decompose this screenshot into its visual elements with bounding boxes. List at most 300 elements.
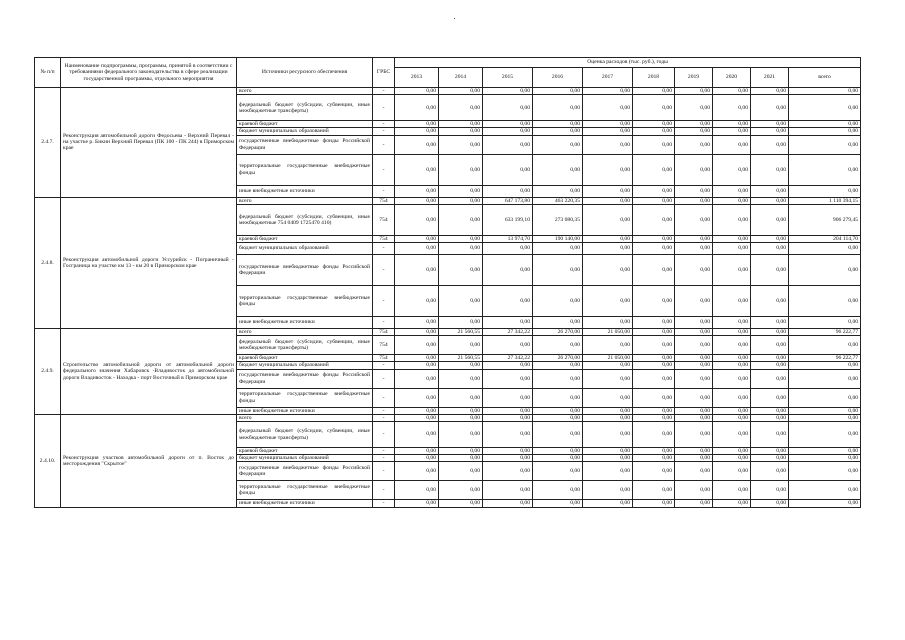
amount-cell: 0,00 xyxy=(533,255,583,286)
amount-cell: 0,00 xyxy=(533,243,583,255)
amount-cell: 0,00 xyxy=(483,448,533,455)
amount-cell: 0,00 xyxy=(751,135,789,154)
amount-cell: 0,00 xyxy=(633,407,675,414)
amount-cell: 0,00 xyxy=(439,88,483,95)
amount-total: 0,00 xyxy=(789,128,861,135)
amount-cell: 0,00 xyxy=(483,121,533,128)
amount-cell: 0,00 xyxy=(751,388,789,407)
amount-cell: 0,00 xyxy=(395,88,439,95)
amount-total: 0,00 xyxy=(789,336,861,355)
amount-cell: 0,00 xyxy=(713,135,751,154)
amount-total: 0,00 xyxy=(789,185,861,197)
amount-cell: 0,00 xyxy=(583,243,633,255)
amount-cell: 0,00 xyxy=(583,255,633,286)
amount-cell: 0,00 xyxy=(533,422,583,448)
grbs-code: - xyxy=(373,243,395,255)
funding-source: краевой бюджет xyxy=(237,235,373,242)
amount-cell: 647 173,80 xyxy=(483,197,533,204)
amount-cell: 0,00 xyxy=(713,422,751,448)
funding-source: иные внебюджетные источники xyxy=(237,317,373,329)
amount-cell: 0,00 xyxy=(713,88,751,95)
amount-cell: 0,00 xyxy=(533,135,583,154)
funding-source: краевой бюджет xyxy=(237,121,373,128)
header-year: 2017 xyxy=(583,68,633,88)
grbs-code: - xyxy=(373,500,395,507)
amount-cell: 0,00 xyxy=(713,243,751,255)
amount-cell: 0,00 xyxy=(633,255,675,286)
amount-cell: 0,00 xyxy=(583,462,633,481)
amount-cell: 0,00 xyxy=(633,286,675,317)
amount-cell: 0,00 xyxy=(395,204,439,235)
amount-cell: 0,00 xyxy=(395,455,439,462)
funding-source: иные внебюджетные источники xyxy=(237,185,373,197)
amount-cell: 0,00 xyxy=(751,362,789,369)
amount-cell: 0,00 xyxy=(633,95,675,121)
amount-cell: 0,00 xyxy=(583,414,633,421)
amount-cell: 0,00 xyxy=(533,317,583,329)
item-name: Строительство автомобильной дороги от автомобильной дороги федерального значения Хабаровск -Владивосток до автомобильной дороги Владивосток - Находка - порт Восточный в Приморском крае xyxy=(61,329,237,415)
amount-cell: 0,00 xyxy=(675,204,713,235)
amount-cell: 0,00 xyxy=(713,455,751,462)
amount-cell: 0,00 xyxy=(633,388,675,407)
amount-cell: 0,00 xyxy=(633,235,675,242)
grbs-code: - xyxy=(373,422,395,448)
amount-cell: 0,00 xyxy=(675,448,713,455)
header-year: 2016 xyxy=(533,68,583,88)
amount-total: 0,00 xyxy=(789,154,861,185)
grbs-code: - xyxy=(373,135,395,154)
amount-cell: 0,00 xyxy=(395,286,439,317)
amount-total: 0,00 xyxy=(789,462,861,481)
amount-cell: 0,00 xyxy=(395,481,439,500)
grbs-code: - xyxy=(373,185,395,197)
grbs-code: 754 xyxy=(373,204,395,235)
amount-cell: 0,00 xyxy=(675,243,713,255)
header-year: всего xyxy=(789,68,861,88)
amount-cell: 0,00 xyxy=(583,128,633,135)
amount-cell: 0,00 xyxy=(533,95,583,121)
amount-cell: 0,00 xyxy=(751,455,789,462)
amount-cell: 26 270,00 xyxy=(533,355,583,362)
grbs-code: - xyxy=(373,286,395,317)
grbs-code: - xyxy=(373,407,395,414)
grbs-code: - xyxy=(373,481,395,500)
amount-total: 96 222,77 xyxy=(789,329,861,336)
header-year: 2020 xyxy=(713,68,751,88)
amount-cell: 0,00 xyxy=(675,455,713,462)
amount-cell: 0,00 xyxy=(395,414,439,421)
amount-cell: 0,00 xyxy=(713,95,751,121)
amount-cell: 0,00 xyxy=(633,448,675,455)
amount-cell: 0,00 xyxy=(395,388,439,407)
amount-cell: 0,00 xyxy=(751,407,789,414)
amount-cell: 21 560,55 xyxy=(439,329,483,336)
amount-cell: 0,00 xyxy=(439,414,483,421)
amount-cell: 0,00 xyxy=(483,317,533,329)
amount-cell: 0,00 xyxy=(675,414,713,421)
amount-cell: 0,00 xyxy=(395,448,439,455)
amount-cell: 0,00 xyxy=(751,255,789,286)
funding-source: территориальные государственные внебюджетные фонды xyxy=(237,286,373,317)
amount-cell: 0,00 xyxy=(533,481,583,500)
amount-cell: 0,00 xyxy=(483,336,533,355)
amount-cell: 0,00 xyxy=(533,88,583,95)
amount-cell: 0,00 xyxy=(439,462,483,481)
amount-cell: 0,00 xyxy=(483,286,533,317)
amount-cell: 0,00 xyxy=(583,154,633,185)
funding-source: федеральный бюджет (субсидии, субвенции, иные межбюджетные трансферты) xyxy=(237,336,373,355)
amount-total: 204 114,70 xyxy=(789,235,861,242)
budget-table xyxy=(34,57,861,508)
amount-cell: 0,00 xyxy=(395,362,439,369)
amount-cell: 0,00 xyxy=(751,448,789,455)
amount-cell: 0,00 xyxy=(395,128,439,135)
amount-cell: 0,00 xyxy=(713,362,751,369)
table-row xyxy=(35,414,861,421)
grbs-code: - xyxy=(373,95,395,121)
grbs-code: - xyxy=(373,369,395,388)
amount-cell: 0,00 xyxy=(483,135,533,154)
grbs-code: - xyxy=(373,128,395,135)
amount-cell: 0,00 xyxy=(395,462,439,481)
amount-cell: 0,00 xyxy=(751,481,789,500)
amount-cell: 0,00 xyxy=(439,128,483,135)
amount-cell: 0,00 xyxy=(633,204,675,235)
amount-cell: 0,00 xyxy=(395,135,439,154)
amount-cell: 0,00 xyxy=(675,135,713,154)
funding-source: всего xyxy=(237,88,373,95)
amount-cell: 0,00 xyxy=(483,128,533,135)
amount-cell: 0,00 xyxy=(439,422,483,448)
amount-cell: 0,00 xyxy=(439,481,483,500)
amount-total: 0,00 xyxy=(789,500,861,507)
amount-cell: 0,00 xyxy=(751,95,789,121)
item-name: Реконструкция автомобильной дороги Федосьева - Верхний Перевал - на участке р. Бикин Верхний Перевал (ПК 100 - ПК 244) в Приморском крае xyxy=(61,88,237,198)
amount-cell: 0,00 xyxy=(633,197,675,204)
grbs-code: - xyxy=(373,121,395,128)
amount-cell: 0,00 xyxy=(675,462,713,481)
amount-cell: 0,00 xyxy=(483,407,533,414)
amount-cell: 21 560,55 xyxy=(439,355,483,362)
amount-total: 0,00 xyxy=(789,88,861,95)
funding-source: краевой бюджет xyxy=(237,355,373,362)
funding-source: всего xyxy=(237,197,373,204)
amount-cell: 0,00 xyxy=(713,154,751,185)
amount-cell: 0,00 xyxy=(533,185,583,197)
amount-cell: 0,00 xyxy=(751,235,789,242)
amount-cell: 0,00 xyxy=(439,369,483,388)
item-name: Реконструкция автомобильной дороги Уссурийск - Пограничный - Госграница на участке км 13 - км 20 в Приморском крае xyxy=(61,197,237,328)
amount-cell: 0,00 xyxy=(483,255,533,286)
amount-cell: 0,00 xyxy=(395,154,439,185)
amount-cell: 0,00 xyxy=(675,317,713,329)
amount-cell: 0,00 xyxy=(675,154,713,185)
amount-cell: 0,00 xyxy=(533,286,583,317)
amount-cell: 0,00 xyxy=(483,95,533,121)
amount-cell: 0,00 xyxy=(713,286,751,317)
amount-cell: 0,00 xyxy=(395,95,439,121)
amount-cell: 0,00 xyxy=(675,500,713,507)
table-header xyxy=(35,58,861,88)
amount-cell: 0,00 xyxy=(751,414,789,421)
amount-cell: 0,00 xyxy=(713,481,751,500)
amount-cell: 13 974,70 xyxy=(483,235,533,242)
amount-cell: 0,00 xyxy=(439,286,483,317)
amount-cell: 0,00 xyxy=(675,369,713,388)
amount-cell: 0,00 xyxy=(633,135,675,154)
amount-cell: 0,00 xyxy=(583,121,633,128)
amount-total: 0,00 xyxy=(789,455,861,462)
amount-cell: 0,00 xyxy=(751,197,789,204)
amount-cell: 0,00 xyxy=(751,121,789,128)
grbs-code: - xyxy=(373,317,395,329)
funding-source: федеральный бюджет (субсидии, субвенции, иные межбюджетные трансферты) xyxy=(237,95,373,121)
amount-cell: 0,00 xyxy=(583,500,633,507)
amount-cell: 0,00 xyxy=(483,500,533,507)
amount-cell: 0,00 xyxy=(395,235,439,242)
amount-cell: 0,00 xyxy=(633,362,675,369)
amount-cell: 0,00 xyxy=(533,154,583,185)
amount-total: 0,00 xyxy=(789,362,861,369)
amount-cell: 0,00 xyxy=(675,121,713,128)
header-year: 2013 xyxy=(395,68,439,88)
grbs-code: - xyxy=(373,362,395,369)
table-row xyxy=(35,88,861,95)
amount-cell: 0,00 xyxy=(583,336,633,355)
amount-cell: 0,00 xyxy=(713,407,751,414)
amount-cell: 0,00 xyxy=(439,135,483,154)
amount-cell: 0,00 xyxy=(395,407,439,414)
amount-cell: 0,00 xyxy=(675,197,713,204)
amount-cell: 0,00 xyxy=(633,422,675,448)
amount-total: 0,00 xyxy=(789,286,861,317)
funding-source: территориальные государственные внебюджетные фонды xyxy=(237,154,373,185)
funding-source: иные внебюджетные источники xyxy=(237,500,373,507)
amount-cell: 0,00 xyxy=(713,235,751,242)
header-year: 2018 xyxy=(633,68,675,88)
amount-cell: 0,00 xyxy=(483,414,533,421)
amount-cell: 0,00 xyxy=(583,197,633,204)
amount-cell: 0,00 xyxy=(583,448,633,455)
amount-cell: 0,00 xyxy=(583,481,633,500)
amount-total: 0,00 xyxy=(789,481,861,500)
amount-cell: 0,00 xyxy=(713,121,751,128)
item-code: 2.4.9. xyxy=(35,329,61,415)
header-sources: Источники ресурсного обеспечения xyxy=(237,58,373,88)
amount-total: 0,00 xyxy=(789,388,861,407)
amount-cell: 273 080,35 xyxy=(533,204,583,235)
amount-cell: 0,00 xyxy=(713,128,751,135)
grbs-code: - xyxy=(373,462,395,481)
amount-cell: 0,00 xyxy=(483,369,533,388)
item-code: 2.4.10. xyxy=(35,414,61,507)
amount-cell: 0,00 xyxy=(675,355,713,362)
amount-cell: 0,00 xyxy=(395,422,439,448)
amount-total: 0,00 xyxy=(789,448,861,455)
amount-cell: 0,00 xyxy=(675,407,713,414)
amount-cell: 0,00 xyxy=(583,235,633,242)
amount-cell: 0,00 xyxy=(439,121,483,128)
amount-cell: 0,00 xyxy=(439,243,483,255)
amount-cell: 0,00 xyxy=(713,448,751,455)
grbs-code: 754 xyxy=(373,355,395,362)
amount-cell: 0,00 xyxy=(675,88,713,95)
amount-cell: 0,00 xyxy=(583,135,633,154)
amount-cell: 0,00 xyxy=(713,462,751,481)
amount-cell: 0,00 xyxy=(713,185,751,197)
item-name: Реконструкция участков автомобильной дороги от п. Восток до месторождения "Скрытое" xyxy=(61,414,237,507)
amount-cell: 0,00 xyxy=(395,369,439,388)
amount-cell: 0,00 xyxy=(675,481,713,500)
amount-cell: 0,00 xyxy=(751,154,789,185)
amount-total: 0,00 xyxy=(789,121,861,128)
amount-cell: 0,00 xyxy=(713,336,751,355)
amount-cell: 0,00 xyxy=(533,407,583,414)
funding-source: государственные внебюджетные фонды Российской Федерации xyxy=(237,369,373,388)
amount-cell: 0,00 xyxy=(751,369,789,388)
amount-cell: 0,00 xyxy=(751,204,789,235)
amount-cell: 0,00 xyxy=(439,235,483,242)
header-estimate: Оценка расходов (тыс. руб.), годы xyxy=(395,58,861,68)
grbs-code: - xyxy=(373,448,395,455)
amount-total: 0,00 xyxy=(789,135,861,154)
amount-cell: 0,00 xyxy=(439,197,483,204)
grbs-code: - xyxy=(373,88,395,95)
grbs-code: 754 xyxy=(373,197,395,204)
amount-cell: 0,00 xyxy=(675,95,713,121)
amount-cell: 21 050,00 xyxy=(583,355,633,362)
amount-cell: 0,00 xyxy=(675,235,713,242)
amount-cell: 27 342,22 xyxy=(483,329,533,336)
amount-cell: 0,00 xyxy=(439,317,483,329)
header-year: 2019 xyxy=(675,68,713,88)
amount-cell: 0,00 xyxy=(713,500,751,507)
funding-source: бюджет муниципальных образований xyxy=(237,362,373,369)
amount-cell: 0,00 xyxy=(713,317,751,329)
item-code: 2.4.7. xyxy=(35,88,61,198)
amount-cell: 0,00 xyxy=(439,255,483,286)
amount-cell: 0,00 xyxy=(439,362,483,369)
funding-source: всего xyxy=(237,329,373,336)
amount-cell: 0,00 xyxy=(633,336,675,355)
amount-cell: 0,00 xyxy=(439,204,483,235)
amount-cell: 0,00 xyxy=(439,500,483,507)
amount-cell: 0,00 xyxy=(751,500,789,507)
funding-source: федеральный бюджет (субсидии, субвенции, иные межбюджетные 754 0409 1725470 410) xyxy=(237,204,373,235)
funding-source: бюджет муниципальных образований xyxy=(237,455,373,462)
amount-cell: 0,00 xyxy=(395,336,439,355)
amount-cell: 0,00 xyxy=(713,329,751,336)
amount-cell: 0,00 xyxy=(533,462,583,481)
amount-cell: 0,00 xyxy=(439,388,483,407)
amount-cell: 0,00 xyxy=(533,455,583,462)
amount-total: 0,00 xyxy=(789,369,861,388)
grbs-code: - xyxy=(373,255,395,286)
funding-source: государственные внебюджетные фонды Российской Федерации xyxy=(237,462,373,481)
amount-cell: 0,00 xyxy=(633,243,675,255)
grbs-code: - xyxy=(373,388,395,407)
grbs-code: 754 xyxy=(373,329,395,336)
funding-source: государственные внебюджетные фонды Российской Федерации xyxy=(237,135,373,154)
amount-total: 0,00 xyxy=(789,255,861,286)
grbs-code: 754 xyxy=(373,235,395,242)
amount-total: 0,00 xyxy=(789,414,861,421)
header-year: 2021 xyxy=(751,68,789,88)
table-row xyxy=(35,329,861,336)
amount-cell: 0,00 xyxy=(675,185,713,197)
amount-cell: 0,00 xyxy=(395,185,439,197)
funding-source: федеральный бюджет (субсидии, субвенции, иные межбюджетные трансферты) xyxy=(237,422,373,448)
amount-cell: 0,00 xyxy=(633,455,675,462)
amount-total: 0,00 xyxy=(789,243,861,255)
amount-total: 906 279,45 xyxy=(789,204,861,235)
funding-source: иные внебюджетные источники xyxy=(237,407,373,414)
amount-cell: 26 270,00 xyxy=(533,329,583,336)
amount-cell: 0,00 xyxy=(439,455,483,462)
amount-cell: 0,00 xyxy=(395,121,439,128)
amount-cell: 0,00 xyxy=(583,362,633,369)
amount-cell: 0,00 xyxy=(751,286,789,317)
amount-cell: 0,00 xyxy=(483,462,533,481)
amount-cell: 0,00 xyxy=(583,422,633,448)
amount-cell: 0,00 xyxy=(633,185,675,197)
amount-cell: 0,00 xyxy=(675,422,713,448)
funding-source: бюджет муниципальных образований xyxy=(237,128,373,135)
amount-cell: 0,00 xyxy=(533,414,583,421)
table-row xyxy=(35,197,861,204)
amount-cell: 0,00 xyxy=(395,317,439,329)
amount-total: 0,00 xyxy=(789,407,861,414)
amount-cell: 0,00 xyxy=(713,369,751,388)
amount-cell: 0,00 xyxy=(533,369,583,388)
amount-cell: 0,00 xyxy=(633,88,675,95)
header-grbs: ГРБС xyxy=(373,58,395,88)
grbs-code: - xyxy=(373,455,395,462)
amount-cell: 0,00 xyxy=(751,128,789,135)
item-code: 2.4.8. xyxy=(35,197,61,328)
amount-cell: 0,00 xyxy=(675,362,713,369)
amount-cell: 0,00 xyxy=(751,329,789,336)
amount-cell: 0,00 xyxy=(675,286,713,317)
amount-cell: 21 050,00 xyxy=(583,329,633,336)
amount-cell: 27 342,22 xyxy=(483,355,533,362)
amount-cell: 0,00 xyxy=(751,243,789,255)
amount-total: 0,00 xyxy=(789,422,861,448)
grbs-code: - xyxy=(373,154,395,185)
amount-cell: 0,00 xyxy=(483,422,533,448)
funding-source: территориальные государственные внебюджетные фонды xyxy=(237,481,373,500)
amount-total: 96 222,77 xyxy=(789,355,861,362)
amount-cell: 0,00 xyxy=(439,336,483,355)
header-name: Наименование подпрограммы, программы, принятой в соответствии с требованиями федерального законодательства в сфере реализации государственной программы, отдельного мероприятия xyxy=(61,58,237,88)
amount-cell: 0,00 xyxy=(675,329,713,336)
amount-cell: 0,00 xyxy=(533,500,583,507)
amount-total: 0,00 xyxy=(789,95,861,121)
amount-cell: 0,00 xyxy=(533,128,583,135)
table-body xyxy=(35,88,861,508)
funding-source: бюджет муниципальных образований xyxy=(237,243,373,255)
page-mark xyxy=(454,18,455,19)
amount-cell: 0,00 xyxy=(395,355,439,362)
amount-cell: 0,00 xyxy=(633,481,675,500)
amount-cell: 0,00 xyxy=(751,185,789,197)
amount-cell: 0,00 xyxy=(533,121,583,128)
amount-cell: 0,00 xyxy=(583,369,633,388)
funding-source: краевой бюджет xyxy=(237,448,373,455)
amount-cell: 0,00 xyxy=(483,388,533,407)
amount-cell: 0,00 xyxy=(751,462,789,481)
amount-cell: 0,00 xyxy=(633,154,675,185)
